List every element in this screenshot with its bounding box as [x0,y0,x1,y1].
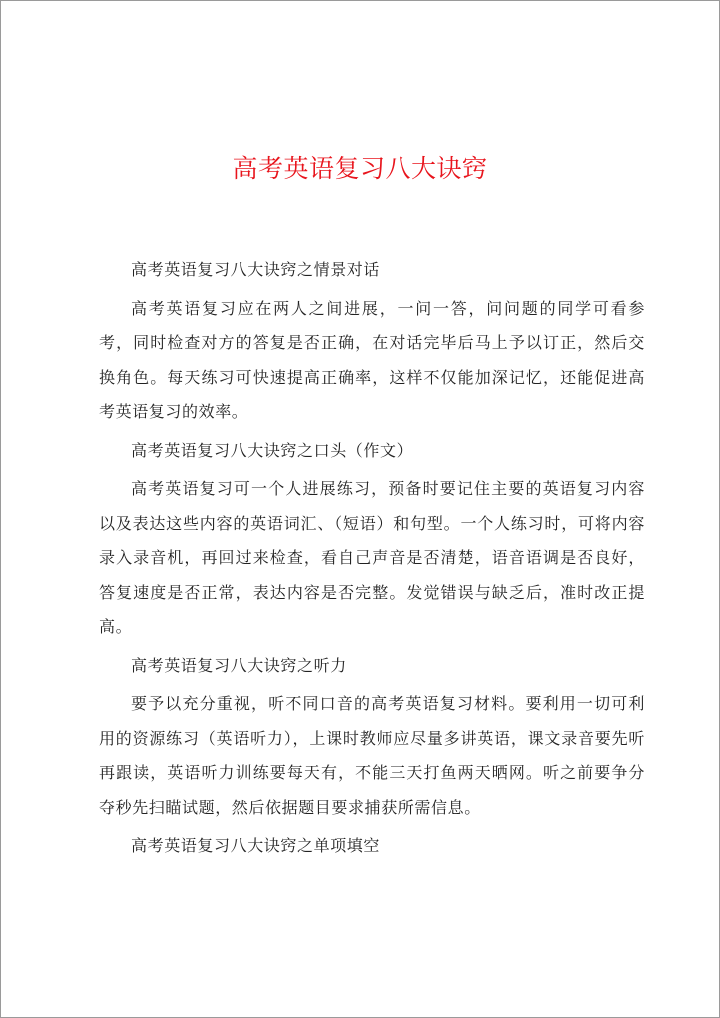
section-heading-dialogue: 高考英语复习八大诀窍之情景对话 [131,260,381,279]
section-heading-oral-writing: 高考英语复习八大诀窍之口头（作文） [131,440,414,460]
paragraph-dialogue: 高考英语复习应在两人之间进展，一问一答，问问题的同学可看参考，同时检查对方的答复是否正确，在对话完毕后马上予以订正，然后交换角色。每天练习可快速提高正确率，这样不仅能加深记忆，还能促进高考英语复习的效率。 [99,298,645,421]
document-title: 高考英语复习八大诀窍 [232,154,488,183]
paragraph-oral-writing: 高考英语复习可一个人进展练习，预备时要记住主要的英语复习内容以及表达这些内容的英语词汇、（短语）和句型。一个人练习时，可将内容录入录音机，再回过来检查，看自己声音是否清楚，语音语调是否良好，答复速度是否正常，表达内容是否完整。发觉错误与缺乏后，准时改正提高。 [99,479,645,636]
document-body [99,253,645,868]
section-heading-listening: 高考英语复习八大诀窍之听力 [131,655,347,675]
section-heading-single-choice: 高考英语复习八大诀窍之单项填空 [131,836,381,855]
paragraph-listening: 要予以充分重视，听不同口音的高考英语复习材料。要利用一切可利用的资源练习（英语听力），上课时教师应尽量多讲英语，课文录音要先听再跟读，英语听力训练要每天有，不能三天打鱼两天晒网。听之前要争分夺秒先扫瞄试题，然后依据题目要求捕获所需信息。 [99,694,645,817]
